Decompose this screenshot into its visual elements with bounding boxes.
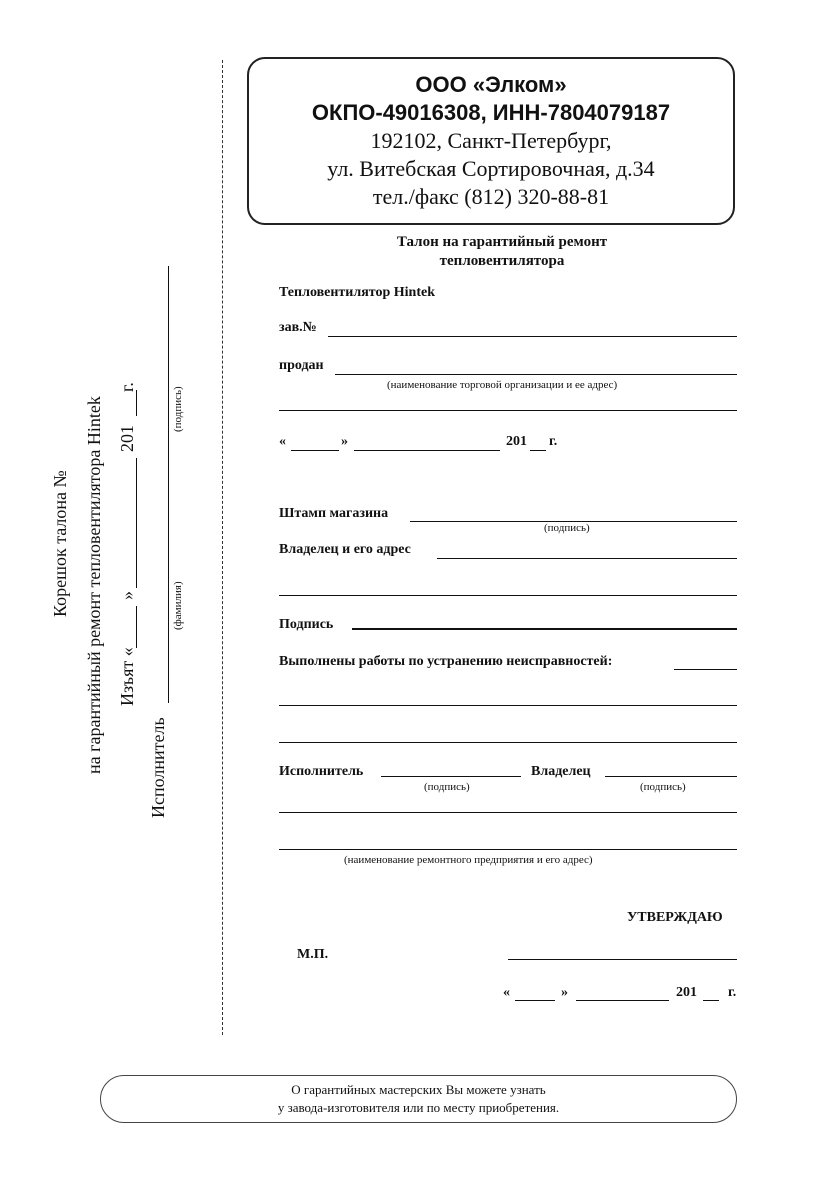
repair-org-field-2[interactable]: [279, 849, 737, 850]
repair-org-hint: (наименование ремонтного предприятия и его адрес): [344, 854, 593, 866]
stub-month-field[interactable]: [136, 458, 137, 588]
stub-day-field[interactable]: [136, 606, 137, 648]
approve-day-field[interactable]: [515, 1000, 555, 1001]
date-year-suffix: г.: [549, 434, 558, 449]
sold-field[interactable]: [335, 374, 737, 375]
stub-executor-label: Исполнитель: [148, 717, 168, 818]
date-year-prefix: 201: [506, 434, 527, 449]
stub-withdrawn-close: »: [117, 591, 137, 600]
company-name: ООО «Элком»: [415, 72, 567, 97]
executor-label: Исполнитель: [279, 764, 364, 779]
form-title: [247, 233, 757, 271]
stub-executor-field[interactable]: [168, 266, 169, 703]
stamp-signature-hint: (подпись): [544, 522, 590, 534]
executor-signature-hint: (подпись): [424, 781, 470, 793]
owner-short-label: Владелец: [531, 764, 591, 779]
approve-date-close: »: [561, 985, 568, 1000]
approve-year-prefix: 201: [676, 985, 697, 1000]
signature-field[interactable]: [352, 628, 737, 630]
stub-subtitle: на гарантийный ремонт тепловентилятора Hintek: [84, 396, 104, 774]
footer-line2: у завода-изготовителя или по месту приобретения.: [277, 1100, 560, 1115]
stub-surname-hint: (фамилия): [172, 581, 184, 630]
approve-date-open: «: [503, 985, 510, 1000]
serial-label: зав.№: [279, 320, 317, 335]
cut-line: [222, 60, 223, 1035]
stub-signature-hint: (подпись): [172, 386, 184, 432]
date-open-quote: «: [279, 434, 286, 449]
works-field-3[interactable]: [279, 742, 737, 743]
works-field[interactable]: [674, 669, 737, 670]
works-field-2[interactable]: [279, 705, 737, 706]
approve-month-field[interactable]: [576, 1000, 669, 1001]
works-label: Выполнены работы по устранению неисправностей:: [279, 654, 613, 669]
company-address-2: ул. Витебская Сортировочная, д.34: [327, 156, 655, 181]
approve-year-field[interactable]: [703, 1000, 719, 1001]
serial-field[interactable]: [328, 336, 737, 337]
company-address-1: 192102, Санкт-Петербург,: [370, 128, 612, 153]
owner-field[interactable]: [437, 558, 737, 559]
owner-signature-hint: (подпись): [640, 781, 686, 793]
signature-label: Подпись: [279, 617, 334, 632]
footer-note: [100, 1075, 737, 1123]
footer-line1: О гарантийных мастерских Вы можете узнать: [291, 1082, 546, 1097]
executor-signature-field[interactable]: [381, 776, 521, 777]
stub-year-field[interactable]: [136, 390, 137, 416]
date-close-quote: »: [341, 434, 348, 449]
stub-year-suffix: г.: [117, 382, 137, 392]
owner-field-2[interactable]: [279, 595, 737, 596]
stub-year: 201: [117, 425, 137, 452]
product-name: Тепловентилятор Hintek: [279, 285, 436, 300]
sold-hint: (наименование торговой организации и ее адрес): [387, 379, 618, 391]
stub-withdrawn-label: Изъят «: [117, 647, 137, 706]
date-year-field[interactable]: [530, 450, 546, 451]
date-month-field[interactable]: [354, 450, 500, 451]
stub-title: Корешок талона №: [50, 470, 70, 617]
approve-year-suffix: г.: [728, 985, 737, 1000]
company-phone: тел./факс (812) 320-88-81: [372, 184, 610, 209]
date-day-field[interactable]: [291, 450, 339, 451]
repair-org-field[interactable]: [279, 812, 737, 813]
sold-field-2[interactable]: [279, 410, 737, 411]
form-title-line1: Талон на гарантийный ремонт: [396, 234, 608, 250]
sold-label: продан: [279, 358, 324, 373]
owner-label: Владелец и его адрес: [279, 542, 411, 557]
company-header: [247, 57, 735, 225]
approve-label: УТВЕРЖДАЮ: [627, 910, 723, 925]
form-title-line2: тепловентилятора: [439, 253, 565, 269]
company-codes: ОКПО-49016308, ИНН-7804079187: [311, 100, 671, 125]
stamp-label: Штамп магазина: [279, 506, 389, 521]
seal-label: М.П.: [297, 947, 329, 962]
approve-signature-field[interactable]: [508, 959, 737, 960]
owner-signature-field[interactable]: [605, 776, 737, 777]
